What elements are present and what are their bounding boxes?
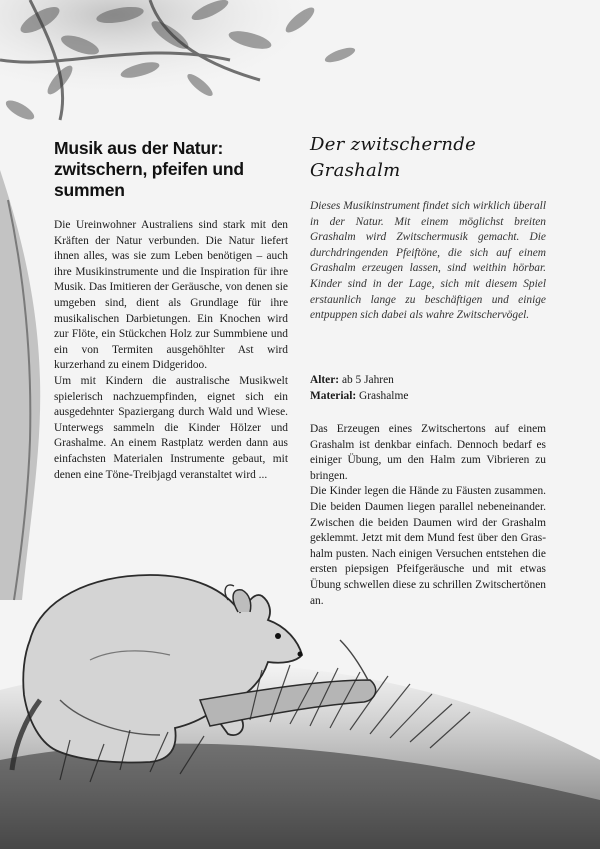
material-row bbox=[310, 389, 546, 405]
section-heading-grashalm: Der zwitschernde Grashalm bbox=[310, 134, 477, 181]
paragraph: Das Erzeugen eines Zwitschertons auf einem Grashalm ist denkbar einfach. Dennoch bedarf es einiger Übung, um den Halm zum Vibrieren zu bringen. bbox=[310, 423, 546, 482]
section-heading-natur-musik: Musik aus der Natur: zwitschern, pfeifen und summen bbox=[54, 138, 244, 200]
material-value: Grashalme bbox=[359, 389, 409, 402]
left-body bbox=[54, 218, 288, 483]
age-row bbox=[310, 373, 546, 389]
tree-trunk-icon bbox=[0, 170, 40, 600]
paragraph: Die Ureinwohner Australiens sind stark mit den Kräften der Natur verbunden. Die Natur liefert ihnen alles, was sie zum Leben benötigen – auch ihre Musikinstrumente und die Inspiration für ihre Musik. Das Imitieren der Geräusche, von denen sie umgeben sind, dient als Grundlage für ihre musikalischen Darbietungen. Ein Knochen wird zur Flöte, ein Stückchen Holz zur Summbiene und ein von Termiten ausgehöhlter Ast wird kurzerhand zu einem Didgeridoo. bbox=[54, 219, 288, 372]
material-label: Material: bbox=[310, 389, 357, 402]
age-value: ab 5 Jahren bbox=[341, 374, 394, 386]
paragraph: Um mit Kindern die australische Musikwelt spielerisch nachzuempfinden, eignet sich ein ausgedehnter Spaziergang durch Wald und Wiese. Unterwegs sammeln die Kinder Hölzer und Grashalme. An einem Rastplatz werden dann aus einfachsten Materialen Instrumente gebaut, mit denen eine Töne-Treibjagd veranstaltet wird ... bbox=[54, 374, 288, 481]
activity-meta bbox=[310, 373, 546, 404]
right-body bbox=[310, 422, 546, 609]
paragraph: Die Kinder legen die Hände zu Fäusten zusammen. Die beiden Daumen liegen parallel nebeneinander. Zwischen die beiden Daumen wird der Grashalm geklemmt. Jetzt mit dem Mund fest über den Grashalm pusten. Nach einigen Versuchen entstehen die ersten piepsigen Pfeifgeräusche und mit etwas Übung schwellen diese zu schrillen Zwitschertönen an. bbox=[310, 485, 546, 607]
age-label: Alter: bbox=[310, 374, 340, 386]
intro-paragraph: Dieses Musikinstrument findet sich wirklich überall in der Natur. Mit einem möglichst breiten Grashalm wird Zwitschermusik gemacht. Die durchdringenden Pfeiftöne, die sich auf einem Grashalm erzeugen lassen, sind weithin hörbar. Kinder sind in der Lage, sich mit diesem Spiel erstaunlich lange zu beschäftigen und einige entpuppen sich dabei als wahre Zwitschervögel. bbox=[310, 200, 546, 322]
